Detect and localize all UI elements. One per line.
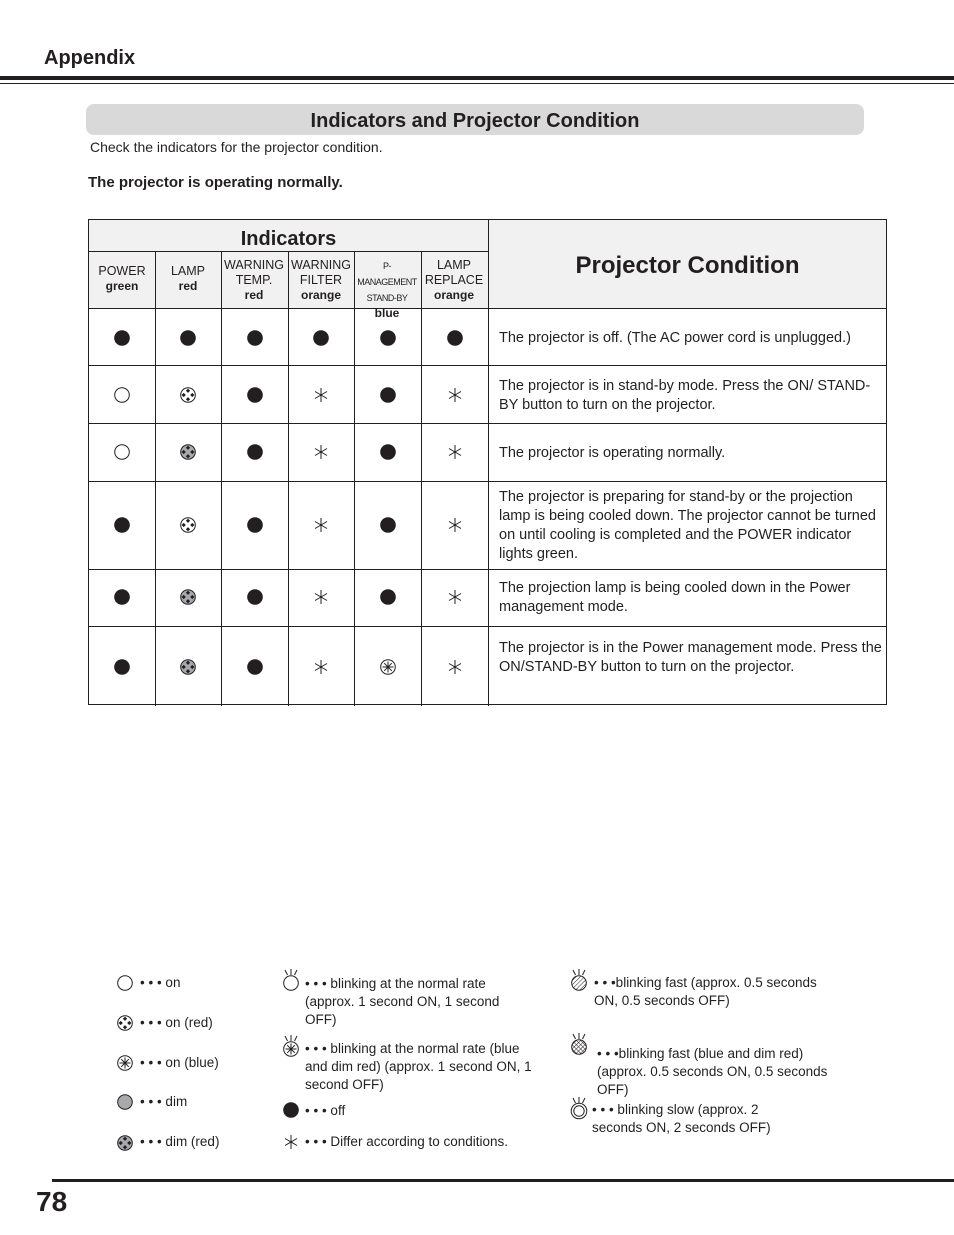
- legend-on-red: • • • on (red): [140, 1015, 213, 1030]
- off-icon: [379, 516, 397, 534]
- legend-blink-normal: • • • blinking at the normal rate (approx. 1 second ON, 1 second OFF): [305, 976, 500, 1027]
- off-icon: [246, 386, 264, 404]
- condition-pm-mode: The projector is in the Power management mode. Press the ON/STAND-BY button to turn on the projector.: [499, 640, 882, 675]
- differ-icon: [282, 1133, 300, 1151]
- off-icon: [246, 658, 264, 676]
- dim-red-icon: [179, 588, 197, 606]
- on-icon: [113, 386, 131, 404]
- legend-blink-normal-blue: • • • blinking at the normal rate (blue and dim red) (approx. 1 second ON, 1 second OFF): [305, 1041, 532, 1092]
- divider: [421, 251, 422, 706]
- blink-rays-icon: [282, 1030, 300, 1038]
- off-icon: [246, 516, 264, 534]
- on-icon: [113, 443, 131, 461]
- condition-off: The projector is off. (The AC power cord is unplugged.): [499, 330, 851, 346]
- legend-dim-red: • • • dim (red): [140, 1134, 220, 1149]
- legend-blink-fast: • • •blinking fast (approx. 0.5 seconds ON, 0.5 seconds OFF): [594, 975, 817, 1008]
- section-title: Appendix: [44, 47, 136, 69]
- condition-normal: The projector is operating normally.: [499, 445, 726, 461]
- off-icon: [113, 516, 131, 534]
- blink-rays-icon: [570, 1092, 588, 1100]
- divider: [488, 220, 489, 706]
- col-warning-filter: WARNING FILTER orange: [291, 258, 351, 302]
- differ-icon: [312, 658, 330, 676]
- condition-cooling-pm: The projection lamp is being cooled down in the Power management mode.: [499, 580, 851, 615]
- condition-cooling: The projector is preparing for stand-by or the projection lamp is being cooled down. The projector cannot be turned on until cooling is completed and the POWER indicator lights green.: [499, 489, 876, 562]
- off-icon: [379, 386, 397, 404]
- dim-red-icon: [116, 1134, 134, 1152]
- subheading: The projector is operating normally.: [88, 174, 343, 191]
- differ-icon: [312, 443, 330, 461]
- on-red-icon: [179, 516, 197, 534]
- on-blue-icon: [379, 658, 397, 676]
- indicators-title: Indicators: [240, 228, 337, 250]
- col-p-management: P-MANAGEMENT STAND-BY blue: [357, 261, 417, 320]
- page-title: Indicators and Projector Condition: [310, 110, 640, 132]
- differ-icon: [312, 516, 330, 534]
- off-icon: [246, 588, 264, 606]
- col-lamp-replace: LAMP REPLACE orange: [424, 258, 484, 302]
- on-icon: [116, 974, 134, 992]
- legend-blink-slow: • • • blinking slow (approx. 2 seconds ON, 2 seconds OFF): [592, 1102, 771, 1135]
- indicator-table: [88, 219, 887, 705]
- on-blue-icon: [116, 1054, 134, 1072]
- off-icon: [379, 329, 397, 347]
- off-icon: [179, 329, 197, 347]
- legend-differ: • • • Differ according to conditions.: [305, 1134, 509, 1149]
- legend-blink-fast-blue: • • •blinking fast (blue and dim red) (approx. 0.5 seconds ON, 0.5 seconds OFF): [597, 1046, 828, 1097]
- off-icon: [113, 658, 131, 676]
- col-power: POWER green: [98, 264, 146, 293]
- dim-red-icon: [179, 658, 197, 676]
- on-red-icon: [179, 386, 197, 404]
- blink-rays-icon: [570, 964, 588, 972]
- divider: [155, 251, 156, 706]
- intro-text: Check the indicators for the projector condition.: [90, 139, 383, 155]
- header-rule-thin: [0, 83, 954, 84]
- legend-on-blue: • • • on (blue): [140, 1055, 219, 1070]
- off-icon: [446, 329, 464, 347]
- page-number: 78: [36, 1186, 68, 1217]
- condition-title: Projector Condition: [575, 252, 800, 279]
- dim-icon: [116, 1093, 134, 1111]
- off-icon: [113, 588, 131, 606]
- differ-icon: [446, 443, 464, 461]
- divider: [221, 251, 222, 706]
- off-icon: [379, 588, 397, 606]
- legend-on: • • • on: [140, 975, 181, 990]
- header-rule: [0, 76, 954, 80]
- differ-icon: [446, 588, 464, 606]
- differ-icon: [446, 516, 464, 534]
- differ-icon: [312, 588, 330, 606]
- off-icon: [282, 1101, 300, 1119]
- differ-icon: [446, 658, 464, 676]
- divider: [288, 251, 289, 706]
- off-icon: [246, 443, 264, 461]
- legend-off: • • • off: [305, 1103, 346, 1118]
- footer-rule: [52, 1179, 954, 1182]
- col-lamp: LAMP red: [170, 264, 206, 293]
- condition-standby: The projector is in stand-by mode. Press the ON/ STAND-BY button to turn on the projector.: [499, 378, 871, 413]
- dim-red-icon: [179, 443, 197, 461]
- on-red-icon: [116, 1014, 134, 1032]
- off-icon: [379, 443, 397, 461]
- off-icon: [312, 329, 330, 347]
- legend-dim: • • • dim: [140, 1094, 188, 1109]
- divider: [89, 251, 489, 252]
- off-icon: [246, 329, 264, 347]
- differ-icon: [446, 386, 464, 404]
- blink-rays-icon: [570, 1028, 588, 1036]
- col-warning-temp: WARNING TEMP. red: [224, 258, 284, 302]
- blink-rays-icon: [282, 964, 300, 972]
- differ-icon: [312, 386, 330, 404]
- off-icon: [113, 329, 131, 347]
